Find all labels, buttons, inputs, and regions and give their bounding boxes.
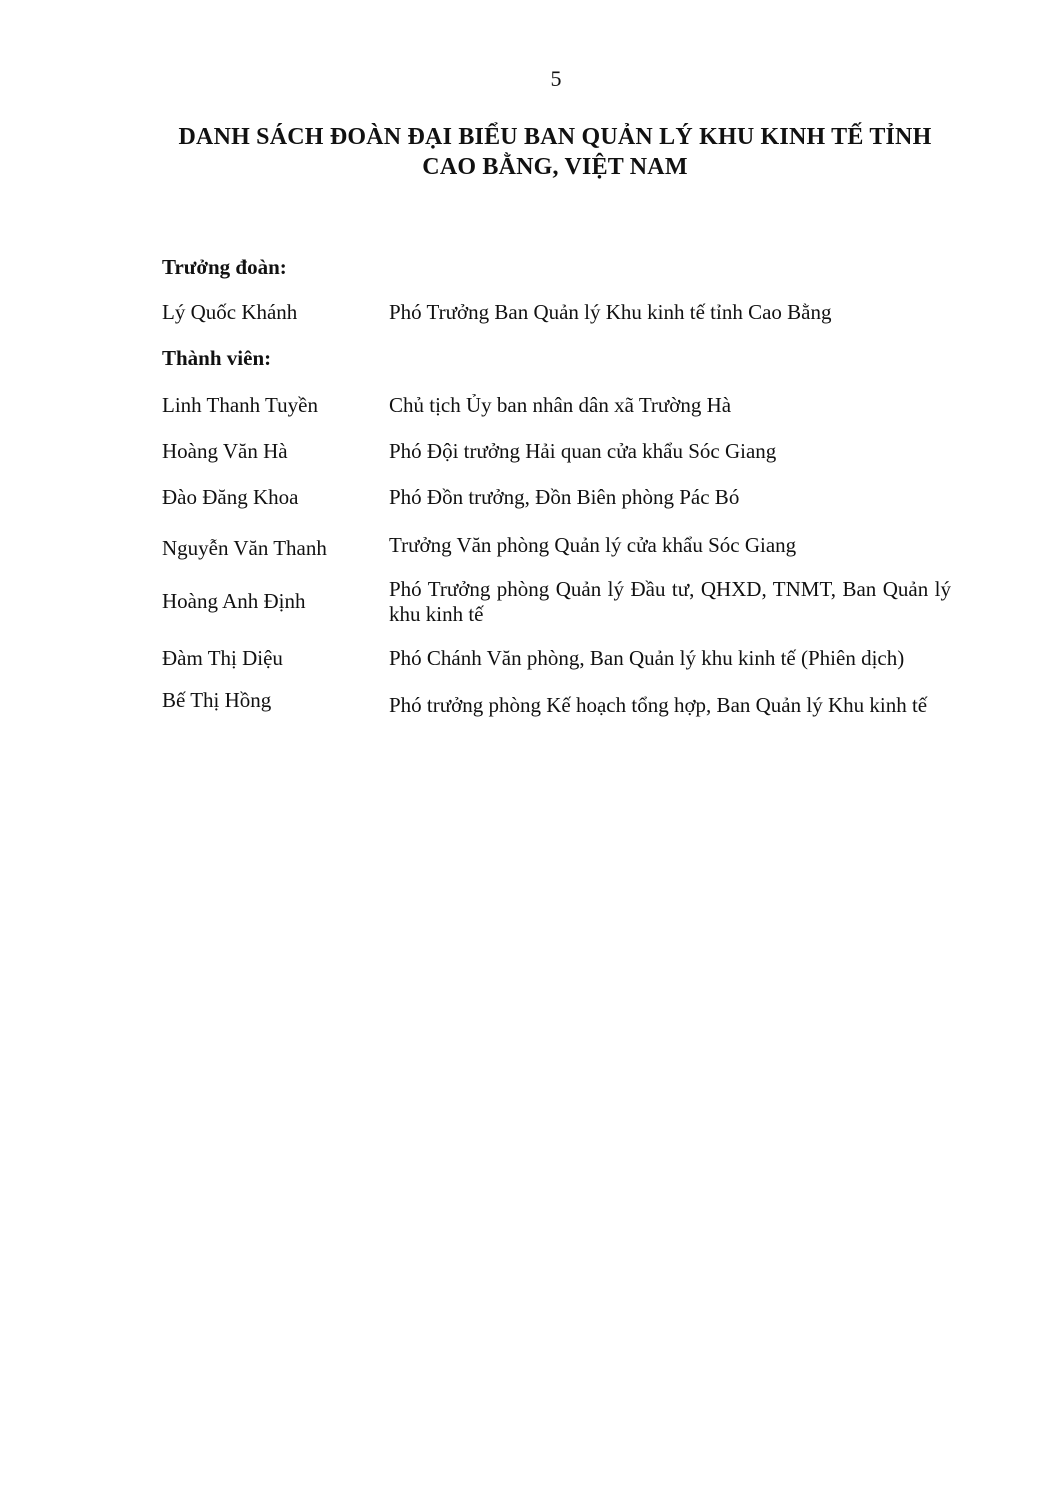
members-heading: Thành viên: xyxy=(162,346,272,370)
member-role: Phó Trưởng Ban Quản lý Khu kinh tế tỉnh Cao Bằng xyxy=(389,300,832,324)
member-name: Đàm Thị Diệu xyxy=(162,646,283,670)
member-role: Phó Chánh Văn phòng, Ban Quản lý khu kinh tế (Phiên dịch) xyxy=(389,646,905,670)
member-role: Chủ tịch Ủy ban nhân dân xã Trường Hà xyxy=(389,393,732,417)
member-role: Phó Trưởng phòng Quản lý Đầu tư, QHXD, TNMT, Ban Quản lý khu kinh tế xyxy=(389,577,951,626)
member-role: Phó Đội trưởng Hải quan cửa khẩu Sóc Giang xyxy=(389,439,777,463)
title-line-2: CAO BẰNG, VIỆT NAM xyxy=(422,154,688,180)
title-line-1: DANH SÁCH ĐOÀN ĐẠI BIỂU BAN QUẢN LÝ KHU KINH TẾ TỈNH xyxy=(178,124,932,150)
member-role: Phó trưởng phòng Kế hoạch tổng hợp, Ban Quản lý Khu kinh tế xyxy=(389,693,928,717)
member-name: Nguyễn Văn Thanh xyxy=(162,536,327,560)
member-name: Đào Đăng Khoa xyxy=(162,485,299,509)
page-number: 5 xyxy=(550,66,562,91)
member-name: Lý Quốc Khánh xyxy=(162,300,298,324)
head-of-delegation-heading: Trưởng đoàn: xyxy=(162,255,287,279)
member-name: Hoàng Anh Định xyxy=(162,589,306,613)
member-name: Linh Thanh Tuyền xyxy=(162,393,318,417)
member-role: Phó Đồn trưởng, Đồn Biên phòng Pác Bó xyxy=(389,485,740,509)
member-name: Bế Thị Hồng xyxy=(162,688,272,712)
member-name: Hoàng Văn Hà xyxy=(162,439,288,463)
document-title xyxy=(150,122,960,182)
member-role: Trưởng Văn phòng Quản lý cửa khẩu Sóc Giang xyxy=(389,533,797,557)
